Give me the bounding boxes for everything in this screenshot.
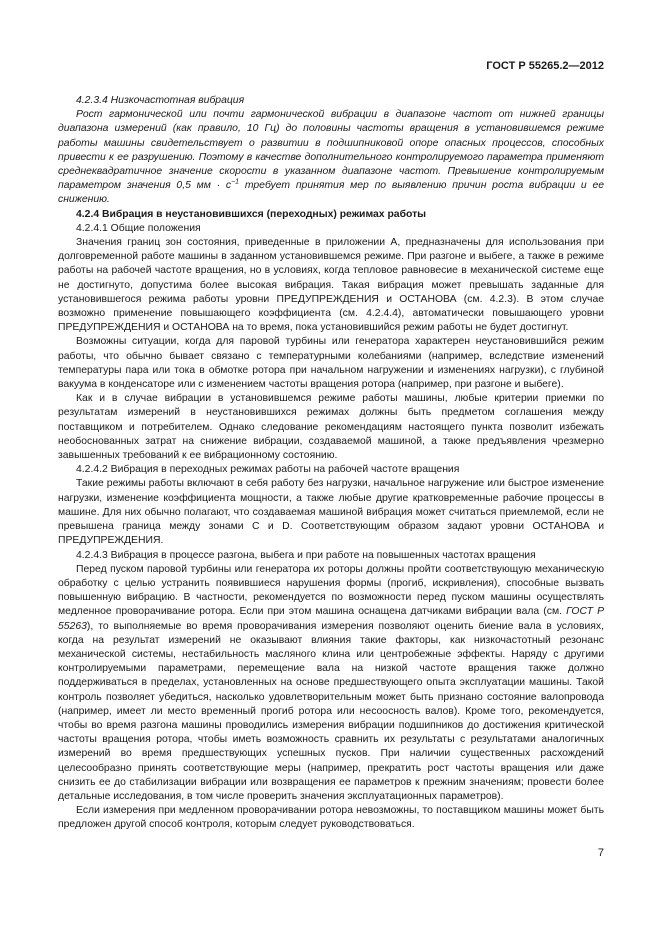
paragraph-text-tail: ), то выполняемые во время проворачивания измерения позволяют оценить биение вала в условиях, когда на результат измерений не оказывают влияния такие факторы, как низкочастотный резонанс механической системы, нестабильность масляного клина или центробежные эффекты. Наряду с другими контролируемыми параметрами, перемещение вала на низкой частоте вращения также должно поддерживаться в пределах, установленных на основе предшествующего опыта эксплуатации машины. Такой контроль позволяет убедиться, насколько удовлетворительным может быть признано состояние валопровода (например, имеет ли место временный прогиб ротора или несоосность валов). Кроме того, рекомендуется, чтобы во время разгона машины проводились измерения вибрации подшипников до достижения критической частоты вращения ротора, чтобы иметь возможность сравнить их результаты с результатами аналогичных измерений во время предшествующих успешных пусков. При наличии существенных расхождений целесообразно принять соответствующие меры (например, прекратить рост частоты вращения или даже снизить ее до стабилизации вибрации или возвращения ее параметров к прежним значениям; провести более детальные исследования, в том числе проверить значения эксплуатационных параметров). [58,620,604,802]
paragraph-startup-procedure [58,563,604,804]
section-heading-4242: 4.2.4.2 Вибрация в переходных режимах работы на рабочей частоте вращения [76,464,460,476]
section-heading-424: 4.2.4 Вибрация в неустановившихся (переходных) режимах работы [76,208,427,220]
document-body [58,94,604,833]
unit-exponent: −1 [231,178,240,186]
section-heading-4243: 4.2.4.3 Вибрация в процессе разгона, выбега и при работе на повышенных частотах вращения [76,549,536,561]
standard-reference: ГОСТ Р 55263 [58,606,604,632]
paragraph-text-tail: требует принятия мер по выявлению причин роста вибрации и ее снижению. [58,180,604,206]
page-number: 7 [597,847,604,859]
paragraph-acceptance-criteria: Как и в случае вибрации в установившемся режиме работы машины, любые критерии приемки по результатам измерений в неустановившихся режимах должны быть предметом соглашения между поставщиком и потребителем. Однако следование рекомендациям настоящего пункта позволит избежать необоснованных затрат на снижение вибрации, создаваемой машиной, а также предъявления чрезмерно завышенных требований к ее вибрационному состоянию. [58,393,604,462]
paragraph-transient-modes: Такие режимы работы включают в себя работу без нагрузки, начальное нагружение или быстрое изменение нагрузки, изменение коэффициента мощности, а также любые другие кратковременные рабочие процессы в машине. Для них обычно полагают, что создаваемая машиной вибрация может считаться приемлемой, если не превышена граница между зонами С и D. Соответствующим образом задают уровни ОСТАНОВА и ПРЕДУПРЕЖДЕНИЯ. [58,478,604,547]
paragraph-alternative-control: Если измерения при медленном проворачивании ротора невозможны, то поставщиком машины может быть предложен другой способ контроля, которым следует руководствоваться. [58,805,604,831]
section-heading-4234: 4.2.3.4 Низкочастотная вибрация [76,95,245,106]
document-header: ГОСТ Р 55265.2—2012 [486,60,604,72]
section-heading-4241: 4.2.4.1 Общие положения [76,222,201,234]
paragraph-text: Рост гармонической или почти гармонической вибрации в диапазоне частот от нижней границы диапазона измерений (как правило, 10 Гц) до половины частоты вращения в установившемся режиме работы машины свидетельствует о развитии в подшипниковой опоре опасных процессов, способных привести к ее разрушению. Поэтому в качестве дополнительного контролируемого параметра применяют среднеквадратичное значение скорости в указанном диапазоне частот. Превышение контролируемым параметром значения 0,5 мм · с [58,109,604,192]
paragraph-low-frequency-vibration [58,108,604,207]
paragraph-transient-situations: Возможны ситуации, когда для паровой турбины или генератора характерен неустановившийся режим работы, что обычно бывает связано с температурными колебаниями (например, вследствие изменений температуры пара или тока в обмотке ротора при начальном нагружении и изменениях нагрузки), с глубиной вакуума в конденсаторе или с изменением частоты вращения ротора (например, при разгоне и выбеге). [58,336,604,391]
document-page [58,0,604,935]
paragraph-text: Перед пуском паровой турбины или генератора их роторы должны пройти соответствующую механическую обработку с целью устранить появившиеся нарушения формы (прогиб, искривления), способные вызвать повышенную вибрацию. В частности, рекомендуется по возможности перед пуском машины осуществлять медленное проворачивание ротора. Если при этом машина оснащена датчиками вибрации вала (см. [58,563,604,618]
paragraph-zone-boundaries: Значения границ зон состояния, приведенные в приложении А, предназначены для использования при долговременной работе машины в заданном установившемся режиме. При разгоне и выбеге, а также в режиме работы на рабочей частоте вращения, но в условиях, когда тепловое равновесие в механической системе еще не достигнуто, допустима более высокая вибрация. Такая вибрация может превышать заданные для установившегося режима работы уровни ПРЕДУПРЕЖДЕНИЯ и ОСТАНОВА (см. 4.2.3). В этом случае возможно применение повышающего коэффициента (см. 4.2.4.4), автоматически повышающего уровни ПРЕДУПРЕЖДЕНИЯ и ОСТАНОВА на то время, пока установившийся режим работы не будет достигнут. [58,237,604,334]
